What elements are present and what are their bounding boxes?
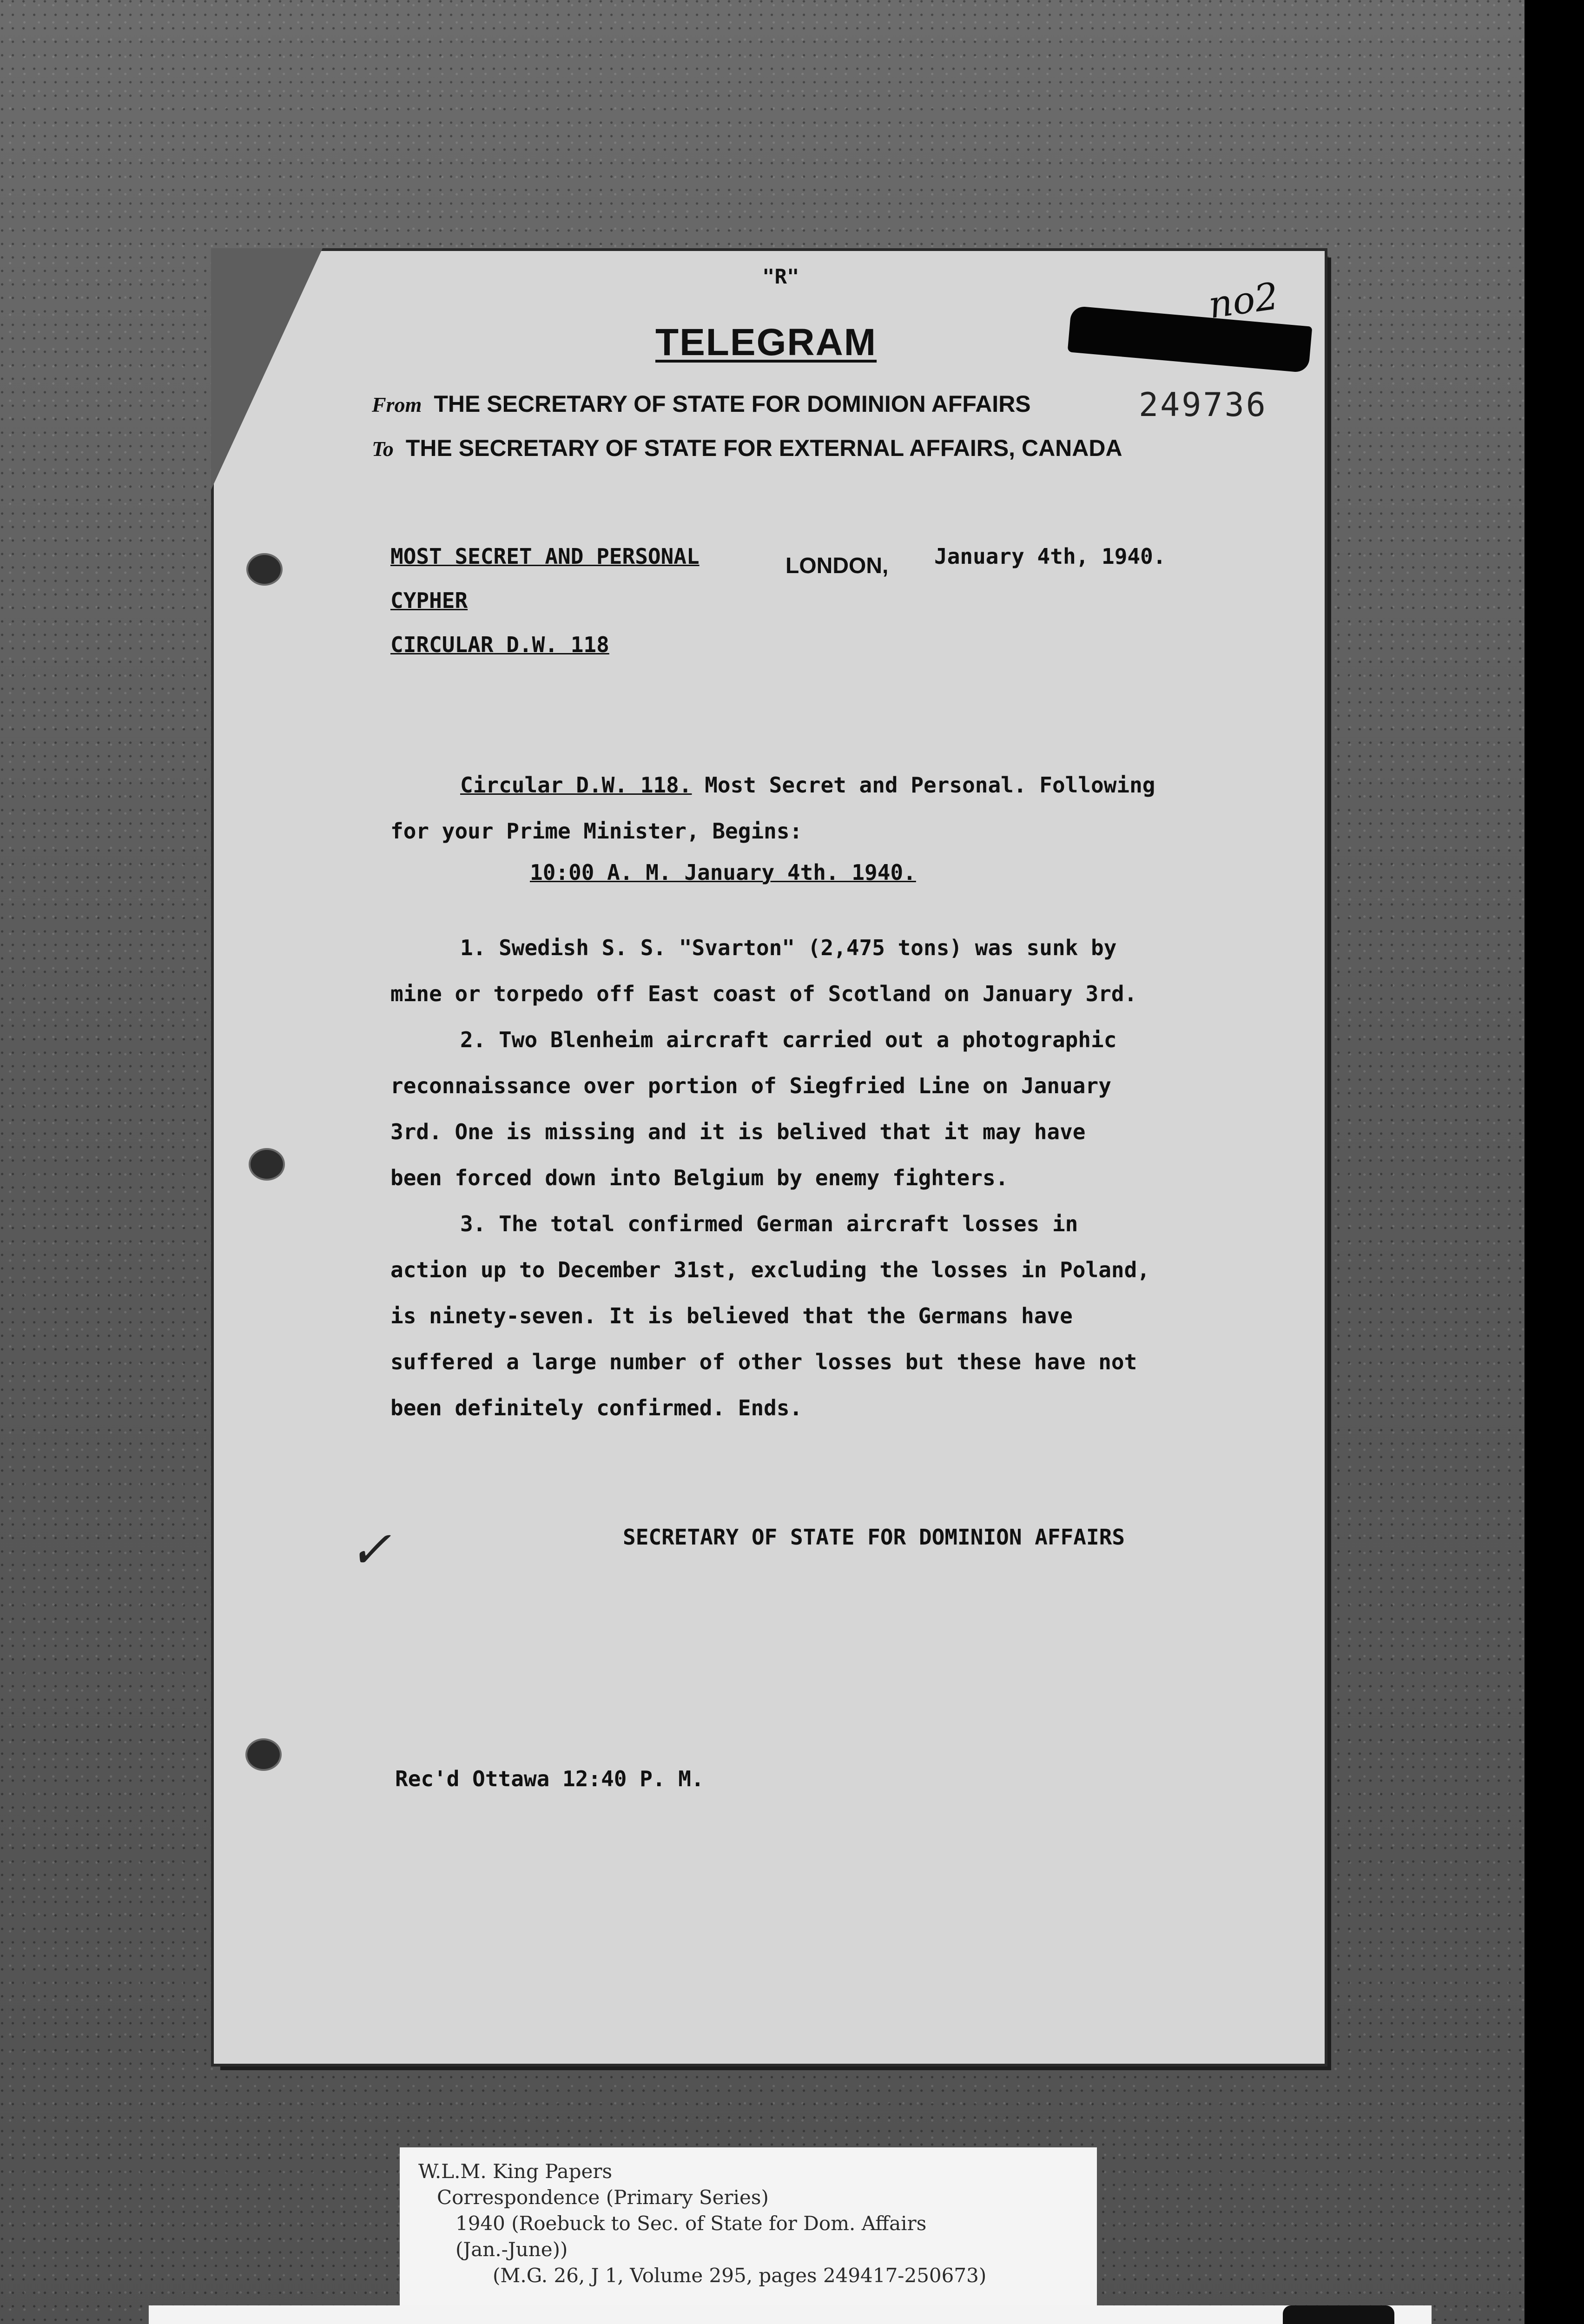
body-line: 2. Two Blenheim aircraft carried out a photographic (460, 1027, 1117, 1052)
tick-mark: ✓ (349, 1520, 392, 1579)
punch-hole (246, 553, 283, 586)
signature: SECRETARY OF STATE FOR DOMINION AFFAIRS (623, 1525, 1125, 1550)
to-value: THE SECRETARY OF STATE FOR EXTERNAL AFFAIRS, CANADA (405, 435, 1122, 461)
body-line: 1. Swedish S. S. "Svarton" (2,475 tons) was sunk by (460, 935, 1117, 960)
citation-line: W.L.M. King Papers (418, 2160, 613, 2183)
punch-hole (249, 1148, 285, 1181)
body-line: 3. The total confirmed German aircraft losses in (460, 1211, 1078, 1236)
scan-border-right (1525, 0, 1584, 2324)
citation-line: 1940 (Roebuck to Sec. of State for Dom. Affairs (455, 2212, 927, 2235)
from-value: THE SECRETARY OF STATE FOR DOMINION AFFAIRS (434, 391, 1031, 417)
telegram-sheet (214, 251, 1325, 2064)
handwritten-note: no2 (1206, 274, 1281, 327)
intro-paragraph (390, 762, 1155, 854)
intro-line-2: for your Prime Minister, Begins: (390, 819, 803, 844)
header-mark: "R" (762, 265, 799, 289)
time-line: 10:00 A. M. January 4th. 1940. (530, 860, 916, 885)
body-line: reconnaissance over portion of Siegfried Line on January (390, 1073, 1111, 1098)
body-line: been definitely confirmed. Ends. (390, 1395, 803, 1420)
body-line: mine or torpedo off East coast of Scotland on January 3rd. (390, 981, 1137, 1006)
circular-number: CIRCULAR D.W. 118 (390, 632, 609, 657)
punch-hole (245, 1738, 282, 1771)
message-body (390, 925, 1150, 1431)
place: LONDON, (785, 554, 889, 578)
body-line: suffered a large number of other losses but these have not (390, 1349, 1137, 1374)
citation-line: (M.G. 26, J 1, Volume 295, pages 249417-250673) (493, 2264, 987, 2287)
date: January 4th, 1940. (934, 544, 1166, 569)
archives-logo-icon (1283, 2305, 1394, 2324)
intro-rest: Most Secret and Personal. Following (705, 772, 1155, 798)
reference-number: 249736 (1139, 386, 1267, 424)
body-line: action up to December 31st, excluding the losses in Poland, (390, 1257, 1150, 1282)
citation-line: (Jan.-June)) (455, 2238, 568, 2261)
received-note: Rec'd Ottawa 12:40 P. M. (395, 1766, 704, 1791)
citation-label (400, 2147, 1097, 2305)
body-line: 3rd. One is missing and it is belived that it may have (390, 1119, 1086, 1144)
document-title: TELEGRAM (655, 321, 877, 363)
intro-ref: Circular D.W. 118. (460, 772, 692, 798)
from-line (372, 390, 1031, 417)
archives-label (149, 2305, 1432, 2324)
to-label: To (372, 437, 394, 461)
citation-line: Correspondence (Primary Series) (437, 2186, 769, 2209)
transmission-method: CYPHER (390, 588, 468, 613)
body-line: been forced down into Belgium by enemy fighters. (390, 1165, 1009, 1190)
from-label: From (372, 393, 422, 416)
folded-corner (211, 248, 323, 490)
to-line (372, 435, 1122, 462)
classification: MOST SECRET AND PERSONAL (390, 544, 700, 569)
body-line: is ninety-seven. It is believed that the Germans have (390, 1303, 1073, 1328)
